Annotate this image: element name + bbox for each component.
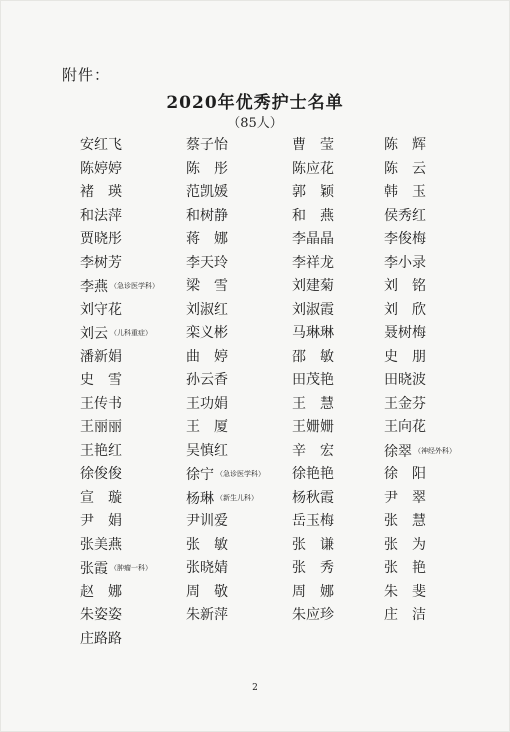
- department-note: （急诊医学科）: [216, 470, 265, 478]
- list-item: [292, 134, 384, 158]
- nurse-name: 杨秋霞: [292, 489, 334, 506]
- nurse-name: 朱 斐: [384, 583, 426, 600]
- list-item: [384, 416, 480, 440]
- nurse-name: 刘云: [80, 325, 108, 342]
- nurse-name: 和 燕: [292, 207, 334, 224]
- list-item: [292, 158, 384, 182]
- nurse-name: 马琳琳: [292, 325, 334, 341]
- list-item: [80, 228, 186, 252]
- nurse-name: 刘淑红: [186, 301, 228, 318]
- list-item: [292, 463, 384, 487]
- list-item: [80, 510, 186, 534]
- nurse-name: 刘守花: [80, 301, 122, 318]
- nurse-name: 徐翠: [384, 443, 412, 460]
- list-item: [384, 205, 480, 229]
- nurse-name: 赵 娜: [80, 583, 122, 600]
- nurse-name: 徐俊俊: [80, 466, 122, 482]
- list-item: [186, 346, 292, 370]
- list-item: [80, 416, 186, 440]
- nurse-name: 栾义彬: [186, 325, 228, 341]
- list-item: [292, 581, 384, 605]
- list-item: [80, 604, 186, 628]
- nurse-name: 朱姿姿: [80, 607, 122, 623]
- nurse-name: 刘 欣: [384, 301, 426, 318]
- nurse-name: 尹训爱: [186, 513, 228, 529]
- list-item: [186, 393, 292, 417]
- list-item: [80, 158, 186, 182]
- list-item: [292, 534, 384, 558]
- list-item: [292, 275, 384, 299]
- nurse-name: 贾晓彤: [80, 231, 122, 247]
- list-item: [292, 205, 384, 229]
- nurse-name: 辛 宏: [292, 442, 334, 459]
- list-item: [384, 510, 480, 534]
- nurse-name: 庄路路: [80, 630, 122, 647]
- nurse-name: 陈 辉: [384, 137, 426, 153]
- list-item: [292, 228, 384, 252]
- nurse-name: 蔡子怡: [186, 137, 228, 153]
- nurse-name: 范凯媛: [186, 184, 228, 200]
- nurse-name: 李祥龙: [292, 254, 334, 271]
- nurse-name: 曲 婷: [186, 348, 228, 365]
- list-item: [186, 440, 292, 464]
- nurse-name: 朱新萍: [186, 607, 228, 623]
- list-item: [80, 181, 186, 205]
- nurse-name: 陈婷婷: [80, 160, 122, 177]
- nurse-name: 郭 颖: [292, 184, 334, 200]
- list-item: [80, 581, 186, 605]
- list-item: [384, 275, 480, 299]
- nurse-name: 邵 敏: [292, 348, 334, 365]
- department-note: （神经外科）: [414, 446, 456, 455]
- list-item: [80, 628, 186, 652]
- nurse-name: 潘新娟: [80, 348, 122, 365]
- nurse-name: 周 敬: [186, 583, 228, 600]
- nurse-name: 田茂艳: [292, 372, 334, 388]
- list-item: [186, 322, 292, 346]
- nurse-name: 王艳红: [80, 442, 122, 459]
- name-list: [80, 134, 480, 651]
- nurse-name: 陈 彤: [186, 160, 228, 177]
- nurse-name: 史 朋: [384, 348, 426, 365]
- nurse-name: 张 艳: [384, 560, 426, 576]
- nurse-name: 尹 娟: [80, 513, 122, 529]
- list-item: [80, 463, 186, 487]
- list-item: [384, 346, 480, 370]
- list-item: [292, 487, 384, 511]
- nurse-name: 聂树梅: [384, 325, 426, 341]
- nurse-name: 李树芳: [80, 254, 122, 271]
- list-item: [80, 299, 186, 323]
- department-note: （肿瘤一科）: [110, 564, 152, 572]
- nurse-name: 庄 洁: [384, 607, 426, 623]
- page-number: 2: [252, 683, 258, 693]
- list-item: [80, 205, 186, 229]
- nurse-name: 尹 翠: [384, 489, 426, 506]
- list-item: [80, 487, 186, 511]
- nurse-name: 王金芬: [384, 395, 426, 412]
- list-item: [292, 369, 384, 393]
- nurse-name: 和树静: [186, 207, 228, 224]
- nurse-name: 张美燕: [80, 536, 122, 553]
- list-item: [80, 369, 186, 393]
- nurse-name: 刘 铭: [384, 278, 426, 294]
- nurse-name: 王姗姗: [292, 419, 334, 435]
- nurse-name: 杨琳: [186, 490, 214, 507]
- list-item: [384, 534, 480, 558]
- list-item: [384, 393, 480, 417]
- nurse-name: 孙云香: [186, 372, 228, 388]
- nurse-name: 宣 璇: [80, 489, 122, 506]
- list-item: [292, 510, 384, 534]
- nurse-name: 王 厦: [186, 419, 228, 435]
- nurse-name: 褚 瑛: [80, 184, 122, 200]
- list-item: [186, 510, 292, 534]
- nurse-name: 陈 云: [384, 160, 426, 177]
- list-item: [384, 181, 480, 205]
- list-item: [186, 369, 292, 393]
- list-item: [292, 393, 384, 417]
- nurse-name: 侯秀红: [384, 207, 426, 224]
- nurse-name: 徐 阳: [384, 466, 426, 482]
- nurse-name: 李燕: [80, 278, 108, 295]
- department-note: （儿科重症）: [110, 329, 152, 337]
- nurse-name: 曹 莹: [292, 137, 334, 153]
- list-item: [186, 228, 292, 252]
- page-subtitle: （85人）: [227, 116, 283, 131]
- list-item: [292, 416, 384, 440]
- list-item: [80, 346, 186, 370]
- list-item: [186, 557, 292, 581]
- list-item: [384, 557, 480, 581]
- nurse-name: 刘淑霞: [292, 301, 334, 318]
- list-item: [384, 322, 480, 346]
- department-note: （急诊医学科）: [110, 282, 159, 290]
- nurse-name: 王丽丽: [80, 419, 122, 435]
- nurse-name: 韩 玉: [384, 184, 426, 200]
- list-item: [186, 252, 292, 276]
- nurse-name: 陈应花: [292, 160, 334, 177]
- nurse-name: 和法萍: [80, 207, 122, 224]
- nurse-name: 王 慧: [292, 395, 334, 412]
- list-item: [80, 393, 186, 417]
- nurse-name: 张霞: [80, 560, 108, 577]
- list-item: [292, 181, 384, 205]
- page-title: 2020年优秀护士名单: [166, 93, 344, 113]
- list-item: [186, 416, 292, 440]
- nurse-name: 王向花: [384, 419, 426, 435]
- list-item: [384, 252, 480, 276]
- nurse-name: 张 慧: [384, 513, 426, 529]
- nurse-name: 徐宁: [186, 466, 214, 483]
- nurse-name: 安红飞: [80, 137, 122, 153]
- nurse-name: 王传书: [80, 395, 122, 412]
- nurse-name: 蒋 娜: [186, 231, 228, 247]
- nurse-name: 王功娟: [186, 395, 228, 412]
- list-item: [292, 557, 384, 581]
- nurse-name: 刘建菊: [292, 278, 334, 294]
- list-item: [384, 369, 480, 393]
- attachment-label: 附件：: [62, 66, 111, 84]
- list-item: [186, 299, 292, 323]
- list-item: [292, 346, 384, 370]
- list-item: [384, 440, 480, 464]
- nurse-name: 张 敏: [186, 536, 228, 553]
- nurse-name: 史 雪: [80, 372, 122, 388]
- list-item: [80, 252, 186, 276]
- nurse-name: 张 为: [384, 536, 426, 553]
- list-item: [384, 604, 480, 628]
- list-item: [186, 181, 292, 205]
- list-item: [384, 299, 480, 323]
- list-item: [186, 134, 292, 158]
- nurse-name: 张 秀: [292, 560, 334, 576]
- nurse-name: 李小录: [384, 254, 426, 271]
- nurse-name: 张晓婧: [186, 560, 228, 576]
- list-item: [186, 205, 292, 229]
- nurse-name: 李晶晶: [292, 231, 334, 247]
- list-item: [80, 557, 186, 581]
- nurse-name: 徐艳艳: [292, 466, 334, 482]
- department-note: （新生儿科）: [216, 493, 258, 502]
- list-item: [384, 487, 480, 511]
- list-item: [292, 322, 384, 346]
- nurse-name: 李天玲: [186, 254, 228, 271]
- nurse-name: 朱应珍: [292, 607, 334, 623]
- list-item: [186, 158, 292, 182]
- nurse-name: 周 娜: [292, 583, 334, 600]
- nurse-name: 吴慎红: [186, 442, 228, 459]
- list-item: [384, 581, 480, 605]
- list-item: [292, 604, 384, 628]
- nurse-name: 张 谦: [292, 536, 334, 553]
- list-item: [186, 581, 292, 605]
- list-item: [384, 134, 480, 158]
- list-item: [80, 322, 186, 346]
- list-item: [80, 275, 186, 299]
- list-item: [292, 440, 384, 464]
- list-item: [186, 275, 292, 299]
- list-item: [186, 534, 292, 558]
- nurse-name: 梁 雪: [186, 278, 228, 294]
- nurse-name: 岳玉梅: [292, 513, 334, 529]
- nurse-name: 田晓波: [384, 372, 426, 388]
- list-item: [292, 299, 384, 323]
- list-item: [186, 463, 292, 487]
- list-item: [80, 134, 186, 158]
- list-item: [384, 463, 480, 487]
- list-item: [186, 487, 292, 511]
- list-item: [384, 228, 480, 252]
- list-item: [186, 604, 292, 628]
- list-item: [80, 440, 186, 464]
- list-item: [384, 158, 480, 182]
- list-item: [292, 252, 384, 276]
- list-item: [80, 534, 186, 558]
- nurse-name: 李俊梅: [384, 231, 426, 247]
